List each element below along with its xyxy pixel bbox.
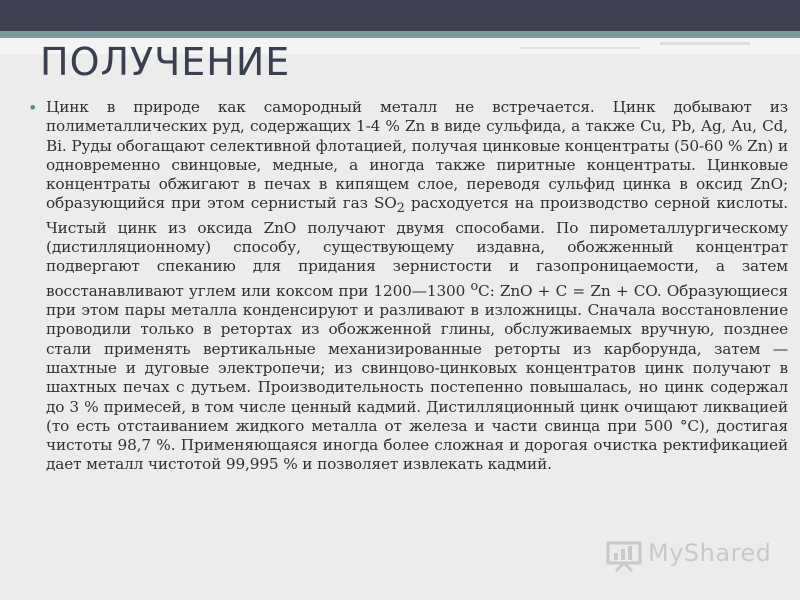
watermark — [606, 538, 772, 574]
subscript: 2 — [396, 201, 405, 217]
bullet-item — [26, 98, 788, 475]
header-band-accent — [660, 42, 750, 45]
header-band-teal — [0, 31, 800, 38]
watermark-text: MyShared — [648, 539, 772, 567]
bullet-icon: • — [28, 98, 38, 117]
header-band-accent — [520, 47, 640, 49]
slide-title: ПОЛУЧЕНИЕ — [40, 40, 291, 84]
paragraph-text-part-3: C: ZnO + C = Zn + CO. Образующиеся при этом пары металла конденсируют и разливают в изложницы. Сначала восстановление проводили только в ретортах из обожженной глины, обслуживаемых вручную, позднее стали применять вертикальные механизированные реторты из карборунда, затем — шахтные и дуговые электропечи; из свинцово-цинковых концентратов цинк получают в шахтных печах с дутьем. Производительность постепенно повышалась, но цинк содержал до 3 % примесей, в том числе ценный кадмий. Дистилляционный цинк очищают ликвацией (то есть отстаиванием жидкого металла от железа и части свинца при 500 °С), достигая чистоты 98,7 %. Применяющаяся иногда более сложная и дорогая очистка ректификацией дает металл чистотой 99,995 % и позволяет извлекать кадмий. — [46, 281, 788, 474]
paragraph-text-part-1: Цинк в природе как самородный металл не встречается. Цинк добывают из полиметаллических руд, содержащих 1-4 % Zn в виде сульфида, а также Cu, Pb, Ag, Au, Cd, Bi. Руды обогащают селективной флотацией, получая цинковые концентраты (50-60 % Zn) и одновременно свинцовые, медные, а иногда также пиритные концентраты. Цинковые концентраты обжигают в печах в кипящем слое, переводя сульфид цинка в оксид ZnO; образующийся при этом сернистый газ SO — [46, 98, 788, 213]
paragraph — [46, 98, 788, 475]
paragraph-text-part-2: расходуется на производство серной кислоты. Чистый цинк из оксида ZnO получают двумя способами. По пирометаллургическому (дистилляционному) способу, существующему издавна, обожженный концентрат подвергают спеканию для придания зернистости и газопроницаемости, а затем восстанавливают углем или коксом при 1200—1300 — [46, 194, 788, 300]
header-band-dark — [0, 0, 800, 31]
slide-body — [26, 98, 788, 475]
superscript-degree: o — [470, 278, 479, 294]
presentation-board-icon — [606, 540, 642, 572]
